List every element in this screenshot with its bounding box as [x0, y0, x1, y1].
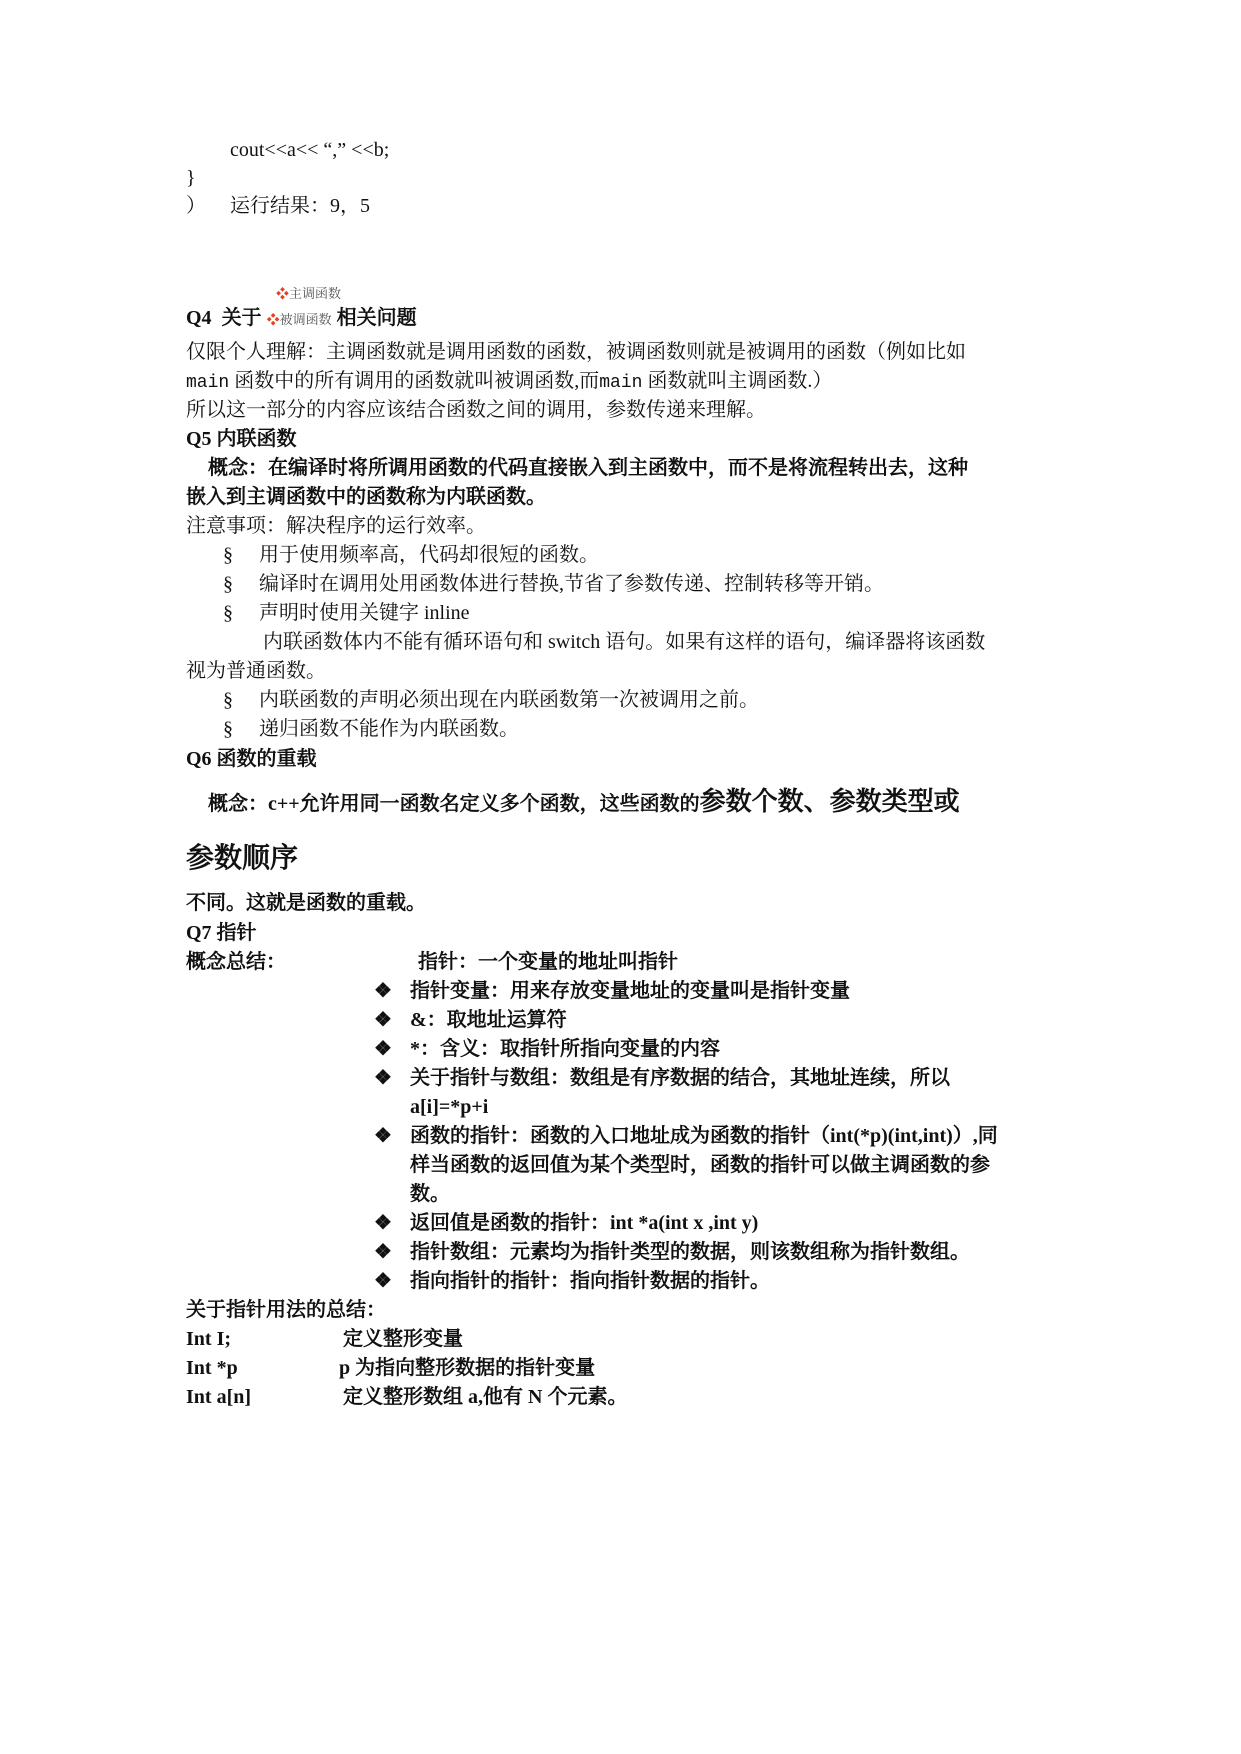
list-item: ❖ 指针变量：用来存放变量地址的变量叫是指针变量 — [374, 980, 850, 1002]
diagram-item-callee: ❖被调函数 — [266, 312, 332, 327]
q5-concept-2: 嵌入到主调函数中的函数称为内联函数。 — [186, 486, 546, 508]
usage-desc: 定义整形数组 a,他有 N 个元素。 — [343, 1386, 628, 1408]
q6-heading: Q6 函数的重载 — [186, 748, 317, 770]
list-item-continued: 数。 — [410, 1183, 450, 1205]
q5-para: 内联函数体内不能有循环语句和 switch 语句。如果有这样的语句，编译器将该函数 — [263, 631, 986, 653]
q7-summary-label: 概念总结： — [186, 951, 286, 973]
q7-heading: Q7 指针 — [186, 922, 257, 944]
usage-code: Int *p — [186, 1357, 238, 1379]
code-brace: } — [186, 167, 196, 189]
list-item-continued: a[i]=*p+i — [410, 1096, 489, 1118]
usage-desc: p 为指向整形数据的指针变量 — [339, 1357, 596, 1379]
list-item: ❖ *：含义：取指针所指向变量的内容 — [374, 1038, 720, 1060]
list-item: § 用于使用频率高，代码却很短的函数。 — [223, 544, 599, 566]
diagram-item-caller: ❖主调函数 — [276, 286, 342, 301]
list-item: ❖ 指针数组：元素均为指针类型的数据，则该数组称为指针数组。 — [374, 1241, 970, 1263]
paren: ） — [186, 195, 206, 217]
usage-code: Int a[n] — [186, 1386, 252, 1408]
q6-concept-end: 不同。这就是函数的重载。 — [186, 892, 426, 914]
usage-code: Int I; — [186, 1328, 232, 1350]
list-item: § 内联函数的声明必须出现在内联函数第一次被调用之前。 — [223, 689, 759, 711]
list-item: § 编译时在调用处用函数体进行替换,节省了参数传递、控制转移等开销。 — [223, 573, 884, 595]
usage-title: 关于指针用法的总结： — [186, 1299, 386, 1321]
q4-para-2: main 函数中的所有调用的函数就叫被调函数,而main 函数就叫主调函数.） — [186, 370, 833, 393]
q4-para-3: 所以这一部分的内容应该结合函数之间的调用，参数传递来理解。 — [186, 399, 766, 421]
diamond-icon: ❖ — [276, 286, 290, 301]
list-item: ❖ &：取地址运算符 — [374, 1009, 567, 1031]
list-item: ❖ 指向指针的指针：指向指针数据的指针。 — [374, 1270, 770, 1292]
q4-heading: Q4 关于 ❖被调函数 相关问题 — [186, 307, 417, 329]
q4-para: 仅限个人理解：主调函数就是调用函数的函数，被调函数则就是被调用的函数（例如比如 — [186, 341, 966, 363]
q5-concept: 概念：在编译时将所调用函数的代码直接嵌入到主函数中，而不是将流程转出去，这种 — [208, 457, 968, 479]
run-result: 运行结果：9，5 — [230, 195, 370, 217]
list-item: ❖ 返回值是函数的指针：int *a(int x ,int y) — [374, 1212, 759, 1234]
list-item: ❖ 关于指针与数组：数组是有序数据的结合，其地址连续，所以 — [374, 1067, 950, 1089]
list-item-continued: 样当函数的返回值为某个类型时，函数的指针可以做主调函数的参 — [410, 1154, 990, 1176]
q6-concept-emphasis: 参数顺序 — [186, 843, 299, 874]
usage-desc: 定义整形变量 — [343, 1328, 463, 1350]
q5-note: 注意事项：解决程序的运行效率。 — [186, 515, 486, 537]
q5-heading: Q5 内联函数 — [186, 428, 297, 450]
q5-para-2: 视为普通函数。 — [186, 660, 326, 682]
list-item: § 声明时使用关键字 inline — [223, 602, 470, 624]
list-item: ❖ 函数的指针：函数的入口地址成为函数的指针（int(*p)(int,int)）,同 — [374, 1125, 998, 1147]
q7-summary-first: 指针：一个变量的地址叫指针 — [418, 951, 678, 973]
q6-concept: 概念：c++允许用同一函数名定义多个函数，这些函数的参数个数、参数类型或 — [208, 787, 960, 816]
diamond-icon: ❖ — [266, 312, 280, 327]
code-line: cout<<a<< “,” <<b; — [230, 139, 390, 161]
list-item: § 递归函数不能作为内联函数。 — [223, 718, 519, 740]
